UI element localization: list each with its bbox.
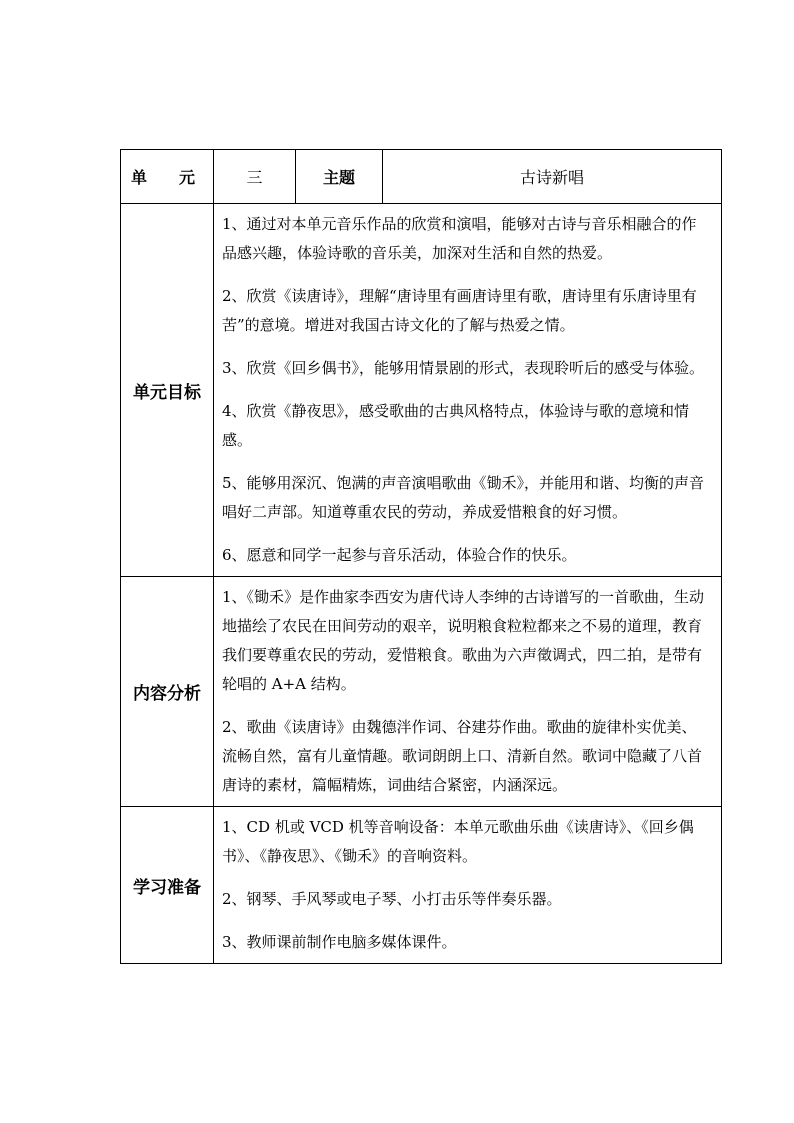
goal-item-5: 5、能够用深沉、饱满的声音演唱歌曲《锄禾》，并能用和谐、均衡的声音唱好二声部。知道尊重农民的劳动，养成爱惜粮食的好习惯。	[222, 474, 705, 521]
goal-item-2: 2、欣赏《读唐诗》，理解“唐诗里有画唐诗里有歌，唐诗里有乐唐诗里有苦”的意境。增进对我国古诗文化的了解与热爱之情。	[222, 287, 697, 334]
goal-item-4: 4、欣赏《静夜思》，感受歌曲的古典风格特点，体验诗与歌的意境和情感。	[222, 402, 690, 449]
prep-label: 学习准备	[121, 807, 214, 964]
unit-label: 单 元	[121, 150, 214, 204]
analysis-label: 内容分析	[121, 577, 214, 807]
analysis-row	[121, 577, 722, 807]
analysis-item-1: 1、《锄禾》是作曲家李西安为唐代诗人李绅的古诗谱写的一首歌曲，生动地描绘了农民在田间劳动的艰辛，说明粮食粒粒都来之不易的道理，教育我们要尊重农民的劳动，爱惜粮食。歌曲为六声徵调式，四二拍，是带有轮唱的 A+A 结构。	[222, 588, 705, 693]
analysis-content	[214, 577, 722, 807]
prep-item-3: 3、教师课前制作电脑多媒体课件。	[222, 933, 457, 951]
goal-item-3: 3、欣赏《回乡偶书》，能够用情景剧的形式，表现聆听后的感受与体验。	[222, 359, 705, 377]
goal-item-1: 1、通过对本单元音乐作品的欣赏和演唱，能够对古诗与音乐相融合的作品感兴趣，体验诗歌的音乐美，加深对生活和自然的热爱。	[222, 215, 697, 262]
prep-item-1: 1、CD 机或 VCD 机等音响设备：本单元歌曲乐曲《读唐诗》、《回乡偶书》、《静夜思》、《锄禾》的音响资料。	[222, 818, 694, 865]
unit-plan-table	[120, 149, 722, 964]
unit-value: 三	[214, 150, 296, 204]
theme-label: 主题	[296, 150, 383, 204]
theme-value: 古诗新唱	[383, 150, 722, 204]
prep-row	[121, 807, 722, 964]
header-row	[121, 150, 722, 204]
analysis-item-2: 2、歌曲《读唐诗》由魏德泮作词、谷建芬作曲。歌曲的旋律朴实优美、流畅自然，富有儿童情趣。歌词朗朗上口、清新自然。歌词中隐藏了八首唐诗的素材，篇幅精炼，词曲结合紧密，内涵深远。	[222, 718, 703, 794]
prep-item-2: 2、钢琴、手风琴或电子琴、小打击乐等伴奏乐器。	[222, 890, 562, 908]
goals-label: 单元目标	[121, 204, 214, 577]
prep-content	[214, 807, 722, 964]
goals-content	[214, 204, 722, 577]
goal-item-6: 6、愿意和同学一起参与音乐活动，体验合作的快乐。	[222, 546, 577, 564]
goals-row	[121, 204, 722, 577]
